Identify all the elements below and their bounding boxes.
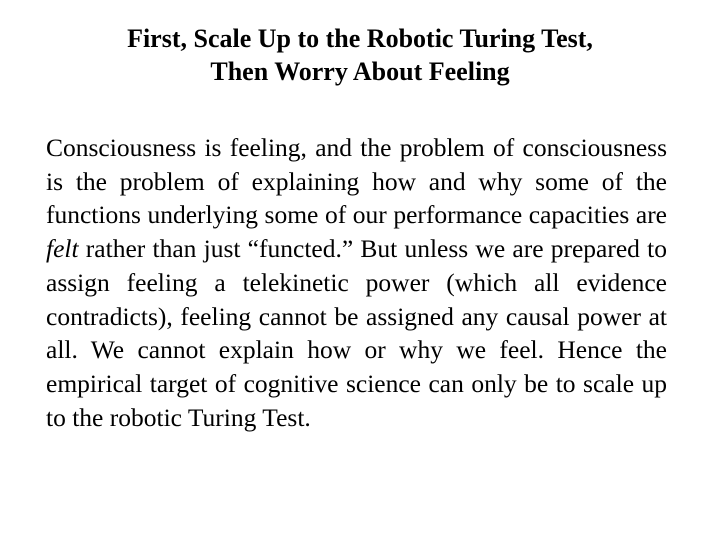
slide-title-line-2: Then Worry About Feeling <box>210 57 510 86</box>
body-text-emphasis: felt <box>46 234 79 264</box>
slide-body-paragraph <box>46 131 667 434</box>
body-text-part-1: Consciousness is feeling, and the problem of consciousness is the problem of explaining how and why some of the functions underlying some of our performance capacities are <box>46 133 667 230</box>
slide-title-line-1: First, Scale Up to the Robotic Turing Test, <box>127 24 593 53</box>
body-text-part-2: rather than just “functed.” But unless we are prepared to assign feeling a telekinetic power (which all evidence contradicts), feeling cannot be assigned any causal power at all. We cannot explain how or why we feel. Hence the empirical target of cognitive science can only be to scale up to the robotic Turing Test. <box>46 234 667 432</box>
slide-title <box>60 22 660 88</box>
